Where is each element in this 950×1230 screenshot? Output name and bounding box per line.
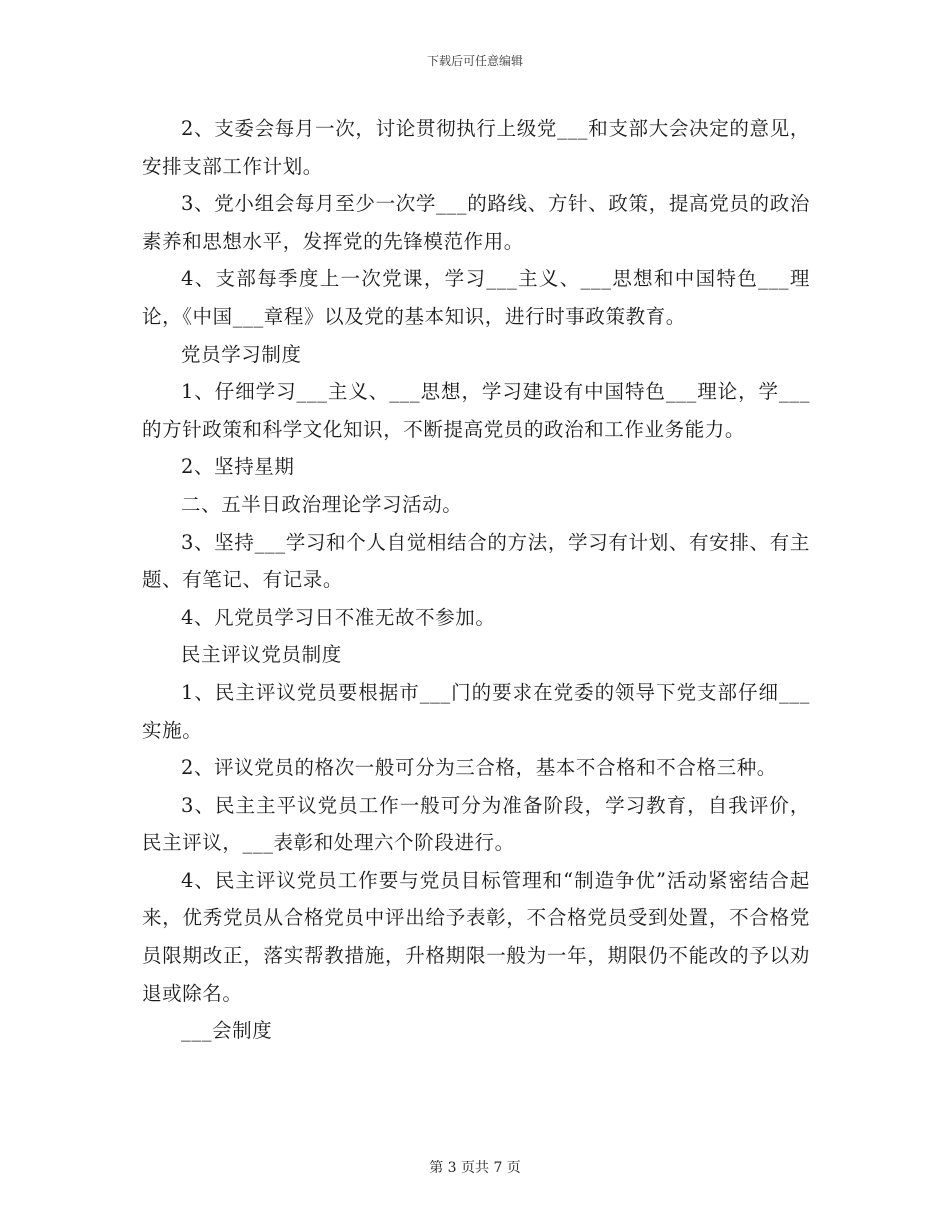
paragraph: 2、坚持星期 bbox=[181, 455, 295, 479]
page-footer: 第 3 页共 7 页 bbox=[429, 1160, 521, 1176]
paragraph: 二、五半日政治理论学习活动。 bbox=[181, 492, 463, 516]
page-header: 下载后可任意编辑 bbox=[426, 54, 523, 68]
paragraph: 3、党小组会每月至少一次学___的路线、方针、政策，提高党员的政治素养和思想水平，发挥党的先锋模范作用。 bbox=[142, 192, 810, 253]
paragraph: 4、民主评议党员工作要与党员目标管理和“制造争优”活动紧密结合起来，优秀党员从合格党员中评出给予表彰，不合格党员受到处置，不合格党员限期改正，落实帮教措施，升格期限一般为一年，期限仍不能改的予以劝退或除名。 bbox=[142, 868, 810, 1005]
paragraph: 3、坚持___学习和个人自觉相结合的方法，学习有计划、有安排、有主题、有笔记、有记录。 bbox=[142, 530, 810, 592]
section-heading: 民主评议党员制度 bbox=[181, 643, 342, 667]
paragraph: 3、民主主平议党员工作一般可分为准备阶段，学习教育，自我评价，民主评议，___表彰和处理六个阶段进行。 bbox=[142, 793, 810, 855]
paragraph: 1、民主评议党员要根据市___门的要求在党委的领导下党支部仔细___实施。 bbox=[142, 680, 810, 742]
paragraph: 2、支委会每月一次，讨论贯彻执行上级党___和支部大会决定的意见，安排支部工作计划。 bbox=[142, 117, 810, 178]
paragraph: 4、凡党员学习日不准无故不参加。 bbox=[181, 605, 496, 629]
paragraph: 2、评议党员的格次一般可分为三合格，基本不合格和不合格三种。 bbox=[181, 756, 777, 780]
paragraph: 1、仔细学习___主义、___思想，学习建设有中国特色___理论，学___的方针政策和科学文化知识，不断提高党员的政治和工作业务能力。 bbox=[142, 380, 810, 441]
paragraph: 4、支部每季度上一次党课，学习___主义、___思想和中国特色___理论，《中国___章程》以及党的基本知识，进行时事政策教育。 bbox=[142, 267, 810, 328]
section-heading: 党员学习制度 bbox=[181, 342, 302, 366]
document-body bbox=[142, 110, 810, 1050]
section-heading: ___会制度 bbox=[181, 1019, 273, 1043]
